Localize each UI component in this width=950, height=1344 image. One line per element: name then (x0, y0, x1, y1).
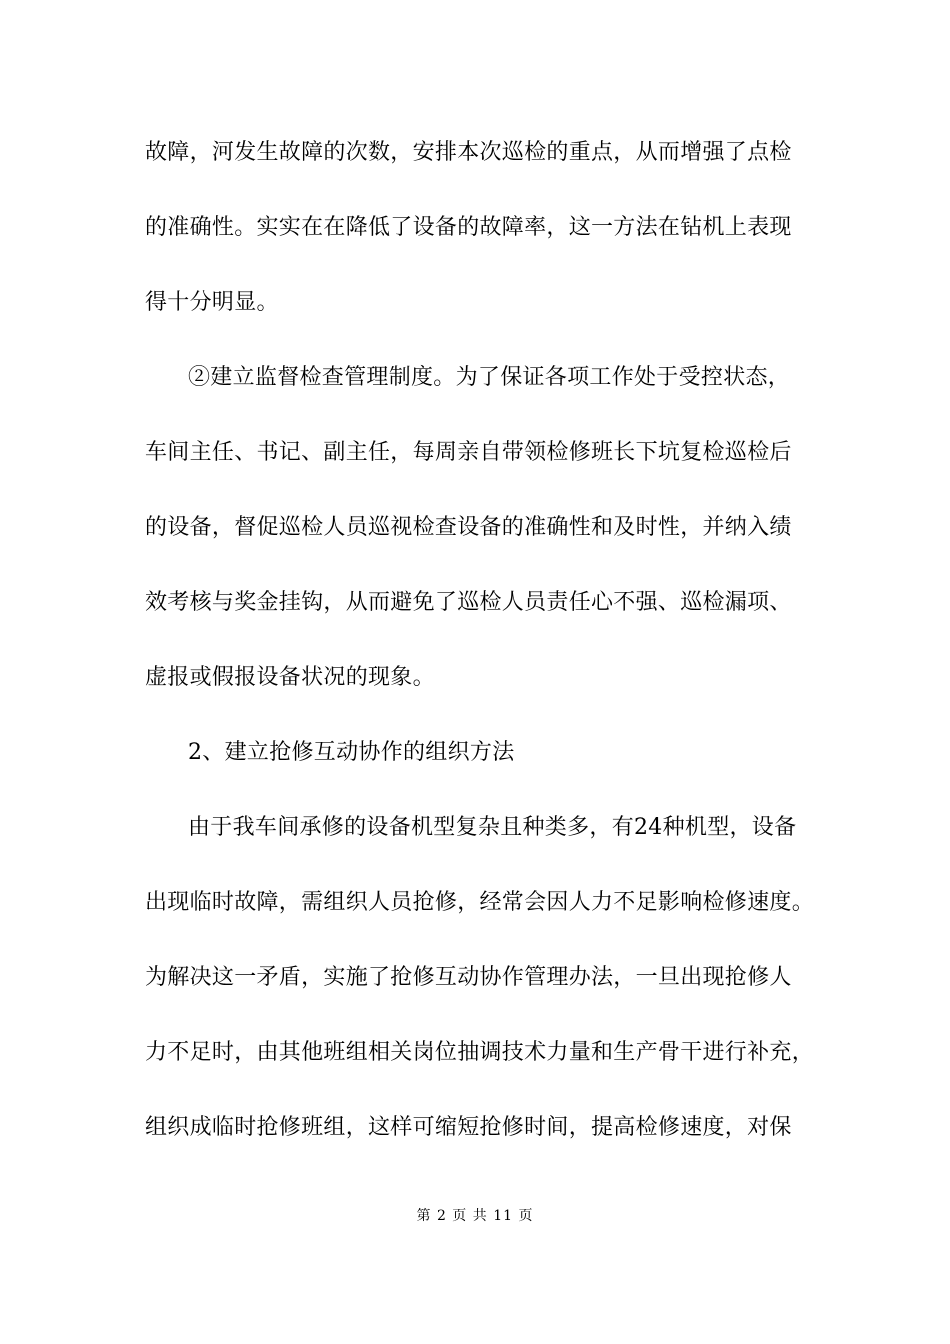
paragraph-line: 力不足时，由其他班组相关岗位抽调技术力量和生产骨干进行补充， (145, 1040, 815, 1065)
paragraph-line: ②建立监督检查管理制度。为了保证各项工作处于受控状态， (188, 365, 791, 390)
page-number: 第 2 页 共 11 页 (416, 1208, 534, 1224)
paragraph-line: 的准确性。实实在在降低了设备的故障率，这一方法在钻机上表现 (145, 215, 792, 240)
paragraph-line: 为解决这一矛盾，实施了抢修互动协作管理办法，一旦出现抢修人 (145, 965, 792, 990)
paragraph-line: 由于我车间承修的设备机型复杂且种类多，有24种机型，设备 (188, 815, 797, 840)
paragraph-line: 故障，河发生故障的次数，安排本次巡检的重点，从而增强了点检 (145, 140, 792, 165)
paragraph-line: 车间主任、书记、副主任，每周亲自带领检修班长下坑复检巡检后 (145, 440, 792, 465)
section-heading: 2、建立抢修互动协作的组织方法 (188, 740, 515, 765)
paragraph-line: 得十分明显。 (145, 290, 279, 315)
paragraph-line: 虚报或假报设备状况的现象。 (145, 665, 435, 690)
paragraph-line: 效考核与奖金挂钩，从而避免了巡检人员责任心不强、巡检漏项、 (145, 590, 792, 615)
paragraph-line: 组织成临时抢修班组，这样可缩短抢修时间，提高检修速度，对保 (145, 1115, 792, 1140)
paragraph-line: 出现临时故障，需组织人员抢修，经常会因人力不足影响检修速度。 (145, 890, 815, 915)
paragraph-line: 的设备，督促巡检人员巡视检查设备的准确性和及时性，并纳入绩 (145, 515, 792, 540)
